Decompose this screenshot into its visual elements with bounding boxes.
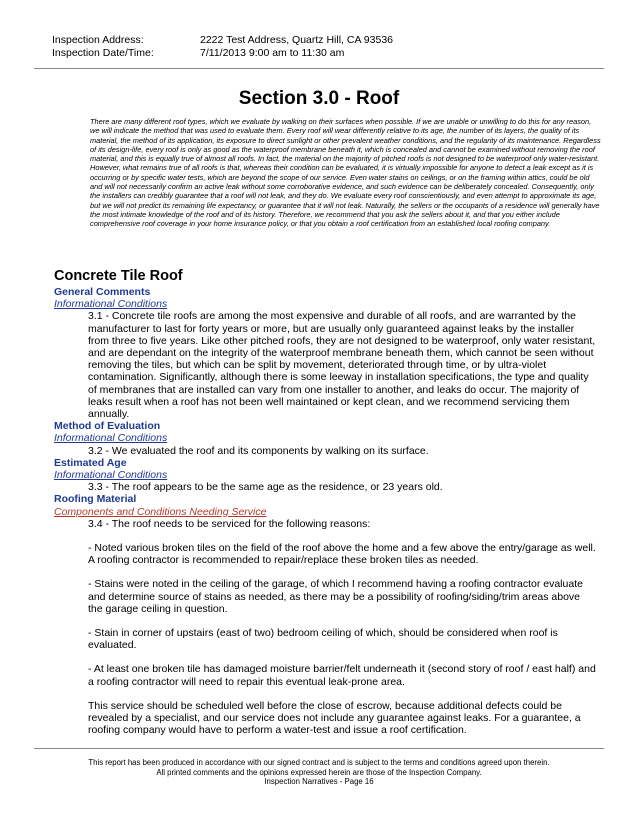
general-comments-condition: Informational Conditions [54, 298, 168, 311]
material-item: - Stains were noted in the ceiling of the garage, of which I recommend having a roofing contractor evaluate and determine source of stains as needed, as there may be a possibility of roofing/siding/trim areas above the garage ceiling in question. [88, 578, 583, 615]
material-item: - Stain in corner of upstairs (east of two) bedroom ceiling of which, should be considered when roof is evaluated. [88, 627, 558, 652]
page-footer [0, 758, 638, 787]
intro-paragraph: There are many different roof types, which we evaluate by walking on their surfaces when possible. If we are unable or unwilling to do this for any reason, we will indicate the method that was used to evaluate them. Every roof will wear differently relative to its age, the number of its layers, the quality of its material, the method of its application, its exposure to direct sunlight or other prevalent weather conditions, and the regularity of its maintenance. Regardless of its design-life, every roof is only as good as the waterproof membrane beneath it, which is concealed and cannot be examined without removing the roof material, and this is equally true of almost all roofs. In fact, the material on the majority of pitched roofs is not designed to be waterproof only water-resistant. However, what remains true of all roofs is that, whereas their condition can be evaluated, it is virtually impossible for anyone to detect a leak except as it is occurring or by specific water tests, which are beyond the scope of our service. Even water stains on ceilings, or on the framing within attics, could be old and will not necessarily confirm an active leak without some corroborative evidence, and such evidence can be deliberately concealed. Consequently, only the installers can credibly guarantee that a roof will not leak, and they do. We evaluate every roof conscientiously, and even attempt to approximate its age, but we will not predict its remaining life expectancy, or guarantee that it will not leak. Naturally, the sellers or the occupants of a residence will generally have the most intimate knowledge of the roof and of its history. Therefore, we recommend that you ask the sellers about it, and that you either include comprehensive roof coverage in your home insurance policy, or that you obtain a roof certification from an established local roofing company. [90, 117, 601, 229]
section-title: Section 3.0 - Roof [238, 88, 400, 109]
roof-heading: Concrete Tile Roof [54, 268, 183, 284]
material-condition: Components and Conditions Needing Service [54, 505, 267, 518]
age-heading: Estimated Age [54, 456, 127, 469]
inspection-header [52, 34, 393, 60]
material-intro-text: 3.4 - The roof needs to be serviced for the following reasons: [88, 517, 371, 530]
date-label: Inspection Date/Time: [52, 47, 154, 59]
header-divider [34, 68, 604, 69]
address-row [52, 34, 393, 47]
footer-line-opinions: All printed comments and the opinions expressed herein are those of the Inspection Company. [156, 767, 482, 777]
general-comments-heading: General Comments [54, 286, 151, 298]
date-row [52, 47, 393, 60]
material-closing-text: This service should be scheduled well before the close of escrow, because additional defects could be revealed by a specialist, and our service does not include any guarantee against leaks. For a guarantee, a roofing company would have to perform a water-test and issue a roof certification. [88, 699, 581, 737]
address-label: Inspection Address: [52, 34, 144, 46]
age-text: 3.3 - The roof appears to be the same age as the residence, or 23 years old. [88, 481, 443, 494]
address-value: 2222 Test Address, Quartz Hill, CA 93536 [200, 34, 393, 46]
roof-content [54, 268, 594, 737]
age-condition: Informational Conditions [54, 469, 168, 482]
method-text: 3.2 - We evaluated the roof and its components by walking on its surface. [88, 444, 429, 457]
method-heading: Method of Evaluation [54, 420, 161, 433]
footer-divider [34, 748, 604, 749]
footer-page-number: Inspection Narratives - Page 16 [264, 777, 374, 787]
material-heading: Roofing Material [54, 493, 137, 506]
general-comments-text: 3.1 - Concrete tile roofs are among the most expensive and durable of all roofs, and are warranted by the manufacturer to last for forty years or more, but are usually only guaranteed against leaks by the installer from three to five years. Like other pitched roofs, they are not designed to be waterproof, only water resistant, and are dependant on the integrity of the waterproof membrane beneath them, which cannot be seen without removing the tiles, but which can be split by movement, deteriorated through time, or by ultra-violet contamination. Significantly, although there is some leeway in installation specifications, the type and quality of membranes that are installed can vary from one installer to another, and leaks do occur. The majority of leaks result when a roof has not been well maintained or kept clean, and we recommend servicing them annually. [88, 310, 596, 421]
date-value: 7/11/2013 9:00 am to 11:30 am [200, 47, 345, 59]
material-item: - At least one broken tile has damaged moisture barrier/felt underneath it (second story of roof / east half) and a roofing contractor will need to repair this eventual leak-prone area. [88, 663, 596, 688]
material-item: - Noted various broken tiles on the field of the roof above the home and a few above the entry/garage as well. A roofing contractor is recommended to repair/replace these broken tiles as needed. [88, 542, 596, 567]
method-condition: Informational Conditions [54, 432, 168, 445]
footer-line-contract: This report has been produced in accordance with our signed contract and is subject to the terms and conditions agreed upon therein. [88, 758, 550, 767]
